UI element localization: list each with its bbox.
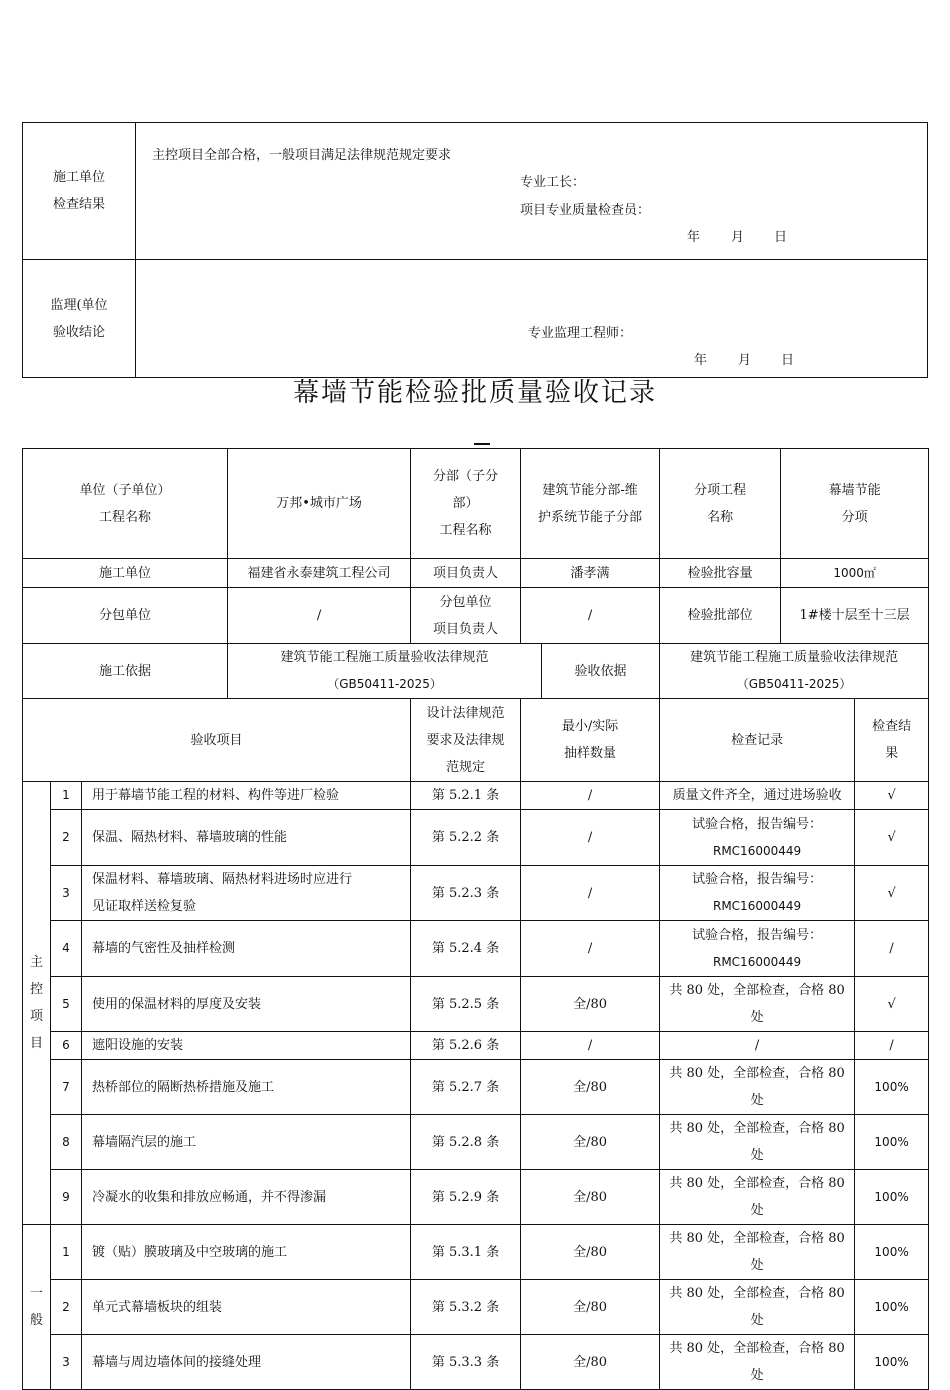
division-name-value: 建筑节能分部-维 护系统节能子分部 xyxy=(521,449,660,559)
item-number: 5 xyxy=(51,977,82,1032)
col-inspection-result: 检查结 果 xyxy=(855,699,929,782)
item-sample: / xyxy=(521,782,660,810)
date-year: 年 xyxy=(687,230,701,245)
table-row xyxy=(23,1225,929,1280)
signoff-block xyxy=(22,122,928,378)
item-number: 6 xyxy=(51,1032,82,1060)
item-description: 单元式幕墙板块的组装 xyxy=(82,1280,411,1335)
division-name-label: 分部（子分 部） 工程名称 xyxy=(411,449,521,559)
acceptance-record-table xyxy=(22,448,929,1390)
subcontractor-label: 分包单位 xyxy=(23,588,228,644)
item-description: 热桥部位的隔断热桥措施及施工 xyxy=(82,1060,411,1115)
item-result: 100% xyxy=(855,1060,929,1115)
item-clause: 第 5.2.9 条 xyxy=(411,1170,521,1225)
item-sample: / xyxy=(521,810,660,866)
unit-name-value: 万邦•城市广场 xyxy=(228,449,411,559)
item-record: 试验合格，报告编号： RMC16000449 xyxy=(660,810,855,866)
item-record: / xyxy=(660,1032,855,1060)
batch-capacity-value: 1000㎡ xyxy=(781,559,929,588)
inspection-result-text: 主控项目全部合格，一般项目满足法律规范规定要求 xyxy=(152,148,452,163)
item-sample: 全/80 xyxy=(521,1170,660,1225)
subitem-name-value: 幕墙节能 分项 xyxy=(781,449,929,559)
date-day: 日 xyxy=(774,230,788,245)
item-description: 幕墙的气密性及抽样检测 xyxy=(82,921,411,977)
col-sample-count: 最小/实际 抽样数量 xyxy=(521,699,660,782)
item-result: / xyxy=(855,921,929,977)
item-description: 幕墙与周边墙体间的接缝处理 xyxy=(82,1335,411,1390)
item-description: 保温材料、幕墙玻璃、隔热材料进场时应进行 见证取样送检复验 xyxy=(82,866,411,921)
table-row xyxy=(23,1060,929,1115)
item-description: 保温、隔热材料、幕墙玻璃的性能 xyxy=(82,810,411,866)
item-description: 遮阳设施的安装 xyxy=(82,1032,411,1060)
item-clause: 第 5.3.3 条 xyxy=(411,1335,521,1390)
table-row xyxy=(23,1115,929,1170)
item-result: 100% xyxy=(855,1170,929,1225)
subitem-name-label: 分项工程 名称 xyxy=(660,449,781,559)
col-acceptance-item: 验收项目 xyxy=(23,699,411,782)
construction-basis-label: 施工依据 xyxy=(23,644,228,699)
subcontractor-value: / xyxy=(228,588,411,644)
item-clause: 第 5.3.2 条 xyxy=(411,1280,521,1335)
item-record: 试验合格，报告编号： RMC16000449 xyxy=(660,921,855,977)
date-month: 月 xyxy=(731,230,745,245)
item-result: 100% xyxy=(855,1280,929,1335)
general-group-label: 一 般 xyxy=(23,1225,51,1390)
batch-capacity-label: 检验批容量 xyxy=(660,559,781,588)
contractor-value: 福建省永泰建筑工程公司 xyxy=(228,559,411,588)
item-sample: / xyxy=(521,1032,660,1060)
label-line: 施工单位 xyxy=(52,170,105,185)
item-record: 共 80 处，全部检查，合格 80 处 xyxy=(660,1115,855,1170)
item-sample: / xyxy=(521,866,660,921)
table-row xyxy=(23,866,929,921)
unit-name-label: 单位（子单位） 工程名称 xyxy=(23,449,228,559)
header-row-subcontractor xyxy=(23,588,929,644)
item-description: 冷凝水的收集和排放应畅通，并不得渗漏 xyxy=(82,1170,411,1225)
item-number: 2 xyxy=(51,810,82,866)
item-description: 镀（贴）膜玻璃及中空玻璃的施工 xyxy=(82,1225,411,1280)
item-clause: 第 5.2.2 条 xyxy=(411,810,521,866)
item-number: 3 xyxy=(51,866,82,921)
item-clause: 第 5.3.1 条 xyxy=(411,1225,521,1280)
batch-location-value: 1#楼十层至十三层 xyxy=(781,588,929,644)
item-result: 100% xyxy=(855,1225,929,1280)
contractor-label: 施工单位 xyxy=(23,559,228,588)
item-result: √ xyxy=(855,782,929,810)
item-result: √ xyxy=(855,977,929,1032)
item-number: 1 xyxy=(51,1225,82,1280)
item-description: 幕墙隔汽层的施工 xyxy=(82,1115,411,1170)
construction-basis-value: 建筑节能工程施工质量验收法律规范 （GB50411-2025） xyxy=(228,644,542,699)
item-record: 共 80 处，全部检查，合格 80 处 xyxy=(660,1170,855,1225)
contractor-inspection-row xyxy=(23,123,927,260)
title-divider xyxy=(474,443,490,445)
item-clause: 第 5.2.3 条 xyxy=(411,866,521,921)
supervision-row xyxy=(23,260,927,377)
item-number: 4 xyxy=(51,921,82,977)
item-sample: / xyxy=(521,921,660,977)
column-header-row xyxy=(23,699,929,782)
item-clause: 第 5.2.4 条 xyxy=(411,921,521,977)
col-design-requirement: 设计法律规范 要求及法律规 范规定 xyxy=(411,699,521,782)
date-month: 月 xyxy=(738,353,752,368)
label-line: 监理(单位 xyxy=(50,297,108,313)
foreman-signature-label: 专业工长： xyxy=(520,175,586,190)
item-number: 2 xyxy=(51,1280,82,1335)
table-row xyxy=(23,977,929,1032)
item-number: 8 xyxy=(51,1115,82,1170)
item-result: √ xyxy=(855,866,929,921)
quality-inspector-label: 项目专业质量检查员： xyxy=(520,203,651,218)
item-clause: 第 5.2.8 条 xyxy=(411,1115,521,1170)
item-clause: 第 5.2.6 条 xyxy=(411,1032,521,1060)
date-year: 年 xyxy=(694,353,708,368)
item-result: √ xyxy=(855,810,929,866)
item-record: 试验合格，报告编号： RMC16000449 xyxy=(660,866,855,921)
item-record: 共 80 处，全部检查，合格 80 处 xyxy=(660,1335,855,1390)
item-result: / xyxy=(855,1032,929,1060)
table-row xyxy=(23,810,929,866)
sub-pm-label: 分包单位 项目负责人 xyxy=(411,588,521,644)
table-row xyxy=(23,1280,929,1335)
item-record: 共 80 处，全部检查，合格 80 处 xyxy=(660,1280,855,1335)
table-row xyxy=(23,782,929,810)
main-control-group-label: 主 控 项 目 xyxy=(23,782,51,1225)
header-row-contractor xyxy=(23,559,929,588)
table-row xyxy=(23,1032,929,1060)
date-day: 日 xyxy=(781,353,795,368)
header-row-project xyxy=(23,449,929,559)
supervision-label xyxy=(23,260,136,377)
item-clause: 第 5.2.7 条 xyxy=(411,1060,521,1115)
supervision-body xyxy=(136,260,927,377)
header-row-basis xyxy=(23,644,929,699)
item-sample: 全/80 xyxy=(521,1335,660,1390)
item-description: 使用的保温材料的厚度及安装 xyxy=(82,977,411,1032)
item-sample: 全/80 xyxy=(521,1060,660,1115)
label-line: 验收结论 xyxy=(52,324,105,340)
item-sample: 全/80 xyxy=(521,1225,660,1280)
item-sample: 全/80 xyxy=(521,977,660,1032)
acceptance-basis-value: 建筑节能工程施工质量验收法律规范 （GB50411-2025） xyxy=(660,644,929,699)
table-row xyxy=(23,1170,929,1225)
item-record: 共 80 处，全部检查，合格 80 处 xyxy=(660,1060,855,1115)
item-number: 1 xyxy=(51,782,82,810)
table-row xyxy=(23,921,929,977)
label-line: 检查结果 xyxy=(52,197,105,212)
acceptance-basis-label: 验收依据 xyxy=(542,644,660,699)
contractor-inspection-body xyxy=(136,123,927,259)
table-row xyxy=(23,1335,929,1390)
item-result: 100% xyxy=(855,1335,929,1390)
item-record: 质量文件齐全，通过进场验收 xyxy=(660,782,855,810)
col-inspection-record: 检查记录 xyxy=(660,699,855,782)
item-number: 7 xyxy=(51,1060,82,1115)
item-clause: 第 5.2.5 条 xyxy=(411,977,521,1032)
item-record: 共 80 处，全部检查，合格 80 处 xyxy=(660,977,855,1032)
item-description: 用于幕墙节能工程的材料、构件等进厂检验 xyxy=(82,782,411,810)
item-sample: 全/80 xyxy=(521,1115,660,1170)
project-manager-value: 潘孝满 xyxy=(521,559,660,588)
supervising-engineer-label: 专业监理工程师： xyxy=(528,326,633,341)
sub-pm-value: / xyxy=(521,588,660,644)
item-clause: 第 5.2.1 条 xyxy=(411,782,521,810)
item-number: 3 xyxy=(51,1335,82,1390)
item-number: 9 xyxy=(51,1170,82,1225)
batch-location-label: 检验批部位 xyxy=(660,588,781,644)
item-sample: 全/80 xyxy=(521,1280,660,1335)
item-record: 共 80 处，全部检查，合格 80 处 xyxy=(660,1225,855,1280)
item-result: 100% xyxy=(855,1115,929,1170)
contractor-inspection-label xyxy=(23,123,136,259)
project-manager-label: 项目负责人 xyxy=(411,559,521,588)
document-title: 幕墙节能检验批质量验收记录 xyxy=(292,378,657,408)
